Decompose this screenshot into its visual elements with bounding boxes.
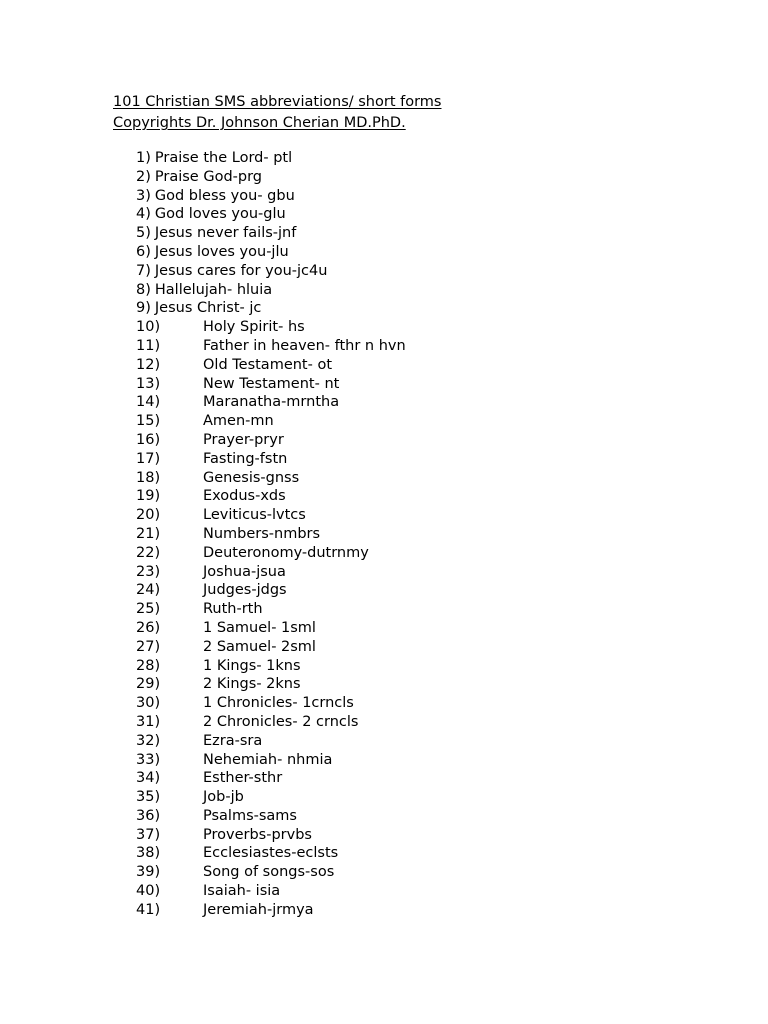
item-number: 22)	[136, 544, 161, 561]
item-text: Fasting-fstn	[203, 450, 288, 467]
list-item	[136, 788, 406, 807]
list-item	[136, 356, 406, 375]
list-item	[136, 469, 406, 488]
item-text: Deuteronomy-dutrnmy	[203, 544, 369, 561]
item-number: 24)	[136, 582, 161, 599]
item-text: Jesus Christ- jc	[154, 300, 262, 317]
item-text: Psalms-sams	[203, 807, 297, 824]
item-text: New Testament- nt	[203, 375, 340, 392]
list-item	[136, 412, 406, 431]
document-title: 101 Christian SMS abbreviations/ short forms	[113, 94, 442, 110]
item-number: 32)	[136, 732, 161, 749]
list-item	[136, 863, 406, 882]
list-item	[136, 187, 406, 206]
item-text: Ruth-rth	[203, 601, 263, 618]
item-number: 35)	[136, 789, 161, 806]
list-item	[136, 600, 406, 619]
item-number: 12)	[136, 356, 161, 373]
list-item	[136, 205, 406, 224]
item-text: Praise God-prg	[154, 168, 262, 185]
item-text: Jesus cares for you-jc4u	[154, 262, 328, 279]
item-number: 1)	[136, 150, 151, 166]
list-item	[136, 807, 406, 826]
item-number: 6)	[136, 243, 151, 260]
list-item	[136, 826, 406, 845]
item-text: Jesus never fails-jnf	[154, 225, 297, 242]
item-number: 18)	[136, 469, 161, 486]
item-text: 2 Samuel- 2sml	[203, 638, 316, 655]
item-text: Esther-sthr	[203, 770, 283, 787]
item-number: 21)	[136, 525, 161, 542]
item-number: 30)	[136, 695, 161, 712]
item-number: 29)	[136, 676, 161, 693]
list-item	[136, 713, 406, 732]
item-text: Father in heaven- fthr n hvn	[203, 337, 406, 354]
item-number: 41)	[136, 901, 161, 918]
list-item	[136, 393, 406, 412]
list-item	[136, 694, 406, 713]
item-text: Song of songs-sos	[203, 864, 335, 881]
item-text: Genesis-gnss	[203, 469, 300, 486]
list-item	[136, 581, 406, 600]
list-item	[136, 675, 406, 694]
item-number: 14)	[136, 394, 161, 411]
list-item	[136, 224, 406, 243]
item-number: 28)	[136, 657, 161, 674]
item-text: Old Testament- ot	[203, 356, 333, 373]
item-number: 4)	[136, 206, 151, 223]
list-item	[136, 769, 406, 788]
list-item	[136, 337, 406, 356]
item-text: Holy Spirit- hs	[203, 319, 305, 336]
item-text: Amen-mn	[203, 413, 274, 430]
item-text: Exodus-xds	[203, 488, 286, 505]
item-text: 1 Chronicles- 1crncls	[203, 695, 354, 712]
abbreviation-list	[136, 149, 406, 920]
list-item	[136, 619, 406, 638]
item-number: 16)	[136, 431, 161, 448]
list-item	[136, 149, 406, 168]
list-item	[136, 638, 406, 657]
list-item	[136, 281, 406, 300]
item-text: 2 Chronicles- 2 crncls	[203, 713, 359, 730]
item-text: God bless you- gbu	[154, 187, 295, 204]
list-item	[136, 262, 406, 281]
item-text: Jesus loves you-jlu	[154, 243, 289, 260]
item-number: 26)	[136, 619, 161, 636]
list-item	[136, 168, 406, 187]
document-heading	[113, 92, 441, 134]
item-text: Leviticus-lvtcs	[203, 507, 306, 524]
item-number: 13)	[136, 375, 161, 392]
list-item	[136, 732, 406, 751]
item-text: Nehemiah- nhmia	[203, 751, 333, 768]
list-item	[136, 563, 406, 582]
item-number: 37)	[136, 826, 161, 843]
item-number: 11)	[136, 337, 161, 354]
item-text: God loves you-glu	[154, 206, 286, 223]
list-item	[136, 375, 406, 394]
item-number: 3)	[136, 187, 151, 204]
list-item	[136, 299, 406, 318]
item-text: Prayer-pryr	[203, 431, 284, 448]
list-item	[136, 318, 406, 337]
item-number: 25)	[136, 601, 161, 618]
item-text: Praise the Lord- ptl	[154, 150, 293, 166]
item-text: 1 Kings- 1kns	[203, 657, 301, 674]
list-item	[136, 525, 406, 544]
item-number: 2)	[136, 168, 151, 185]
item-number: 8)	[136, 281, 151, 298]
item-text: 1 Samuel- 1sml	[203, 619, 316, 636]
item-text: Ecclesiastes-eclsts	[203, 845, 339, 862]
item-text: Joshua-jsua	[203, 563, 286, 580]
item-text: Numbers-nmbrs	[203, 525, 321, 542]
list-item	[136, 431, 406, 450]
item-number: 20)	[136, 507, 161, 524]
item-text: Jeremiah-jrmya	[203, 901, 314, 918]
item-number: 15)	[136, 413, 161, 430]
item-number: 39)	[136, 864, 161, 881]
item-text: Judges-jdgs	[203, 582, 287, 599]
item-number: 19)	[136, 488, 161, 505]
item-number: 36)	[136, 807, 161, 824]
item-number: 33)	[136, 751, 161, 768]
list-item	[136, 882, 406, 901]
item-text: Ezra-sra	[203, 732, 263, 749]
list-item	[136, 657, 406, 676]
list-item	[136, 487, 406, 506]
item-number: 34)	[136, 770, 161, 787]
item-text: Job-jb	[203, 789, 244, 806]
item-text: Hallelujah- hluia	[154, 281, 273, 298]
list-item	[136, 243, 406, 262]
list-item	[136, 901, 406, 920]
item-text: 2 Kings- 2kns	[203, 676, 301, 693]
item-number: 10)	[136, 319, 161, 336]
list-item	[136, 450, 406, 469]
item-number: 27)	[136, 638, 161, 655]
item-text: Maranatha-mrntha	[203, 394, 340, 411]
item-number: 9)	[136, 300, 151, 317]
item-text: Isaiah- isia	[203, 883, 281, 900]
list-item	[136, 506, 406, 525]
item-number: 5)	[136, 225, 151, 242]
item-number: 23)	[136, 563, 161, 580]
item-text: Proverbs-prvbs	[203, 826, 312, 843]
item-number: 17)	[136, 450, 161, 467]
document-copyright: Copyrights Dr. Johnson Cherian MD.PhD.	[113, 115, 406, 131]
list-item	[136, 751, 406, 770]
item-number: 38)	[136, 845, 161, 862]
item-number: 40)	[136, 883, 161, 900]
item-number: 31)	[136, 713, 161, 730]
list-item	[136, 844, 406, 863]
item-number: 7)	[136, 262, 151, 279]
list-item	[136, 544, 406, 563]
